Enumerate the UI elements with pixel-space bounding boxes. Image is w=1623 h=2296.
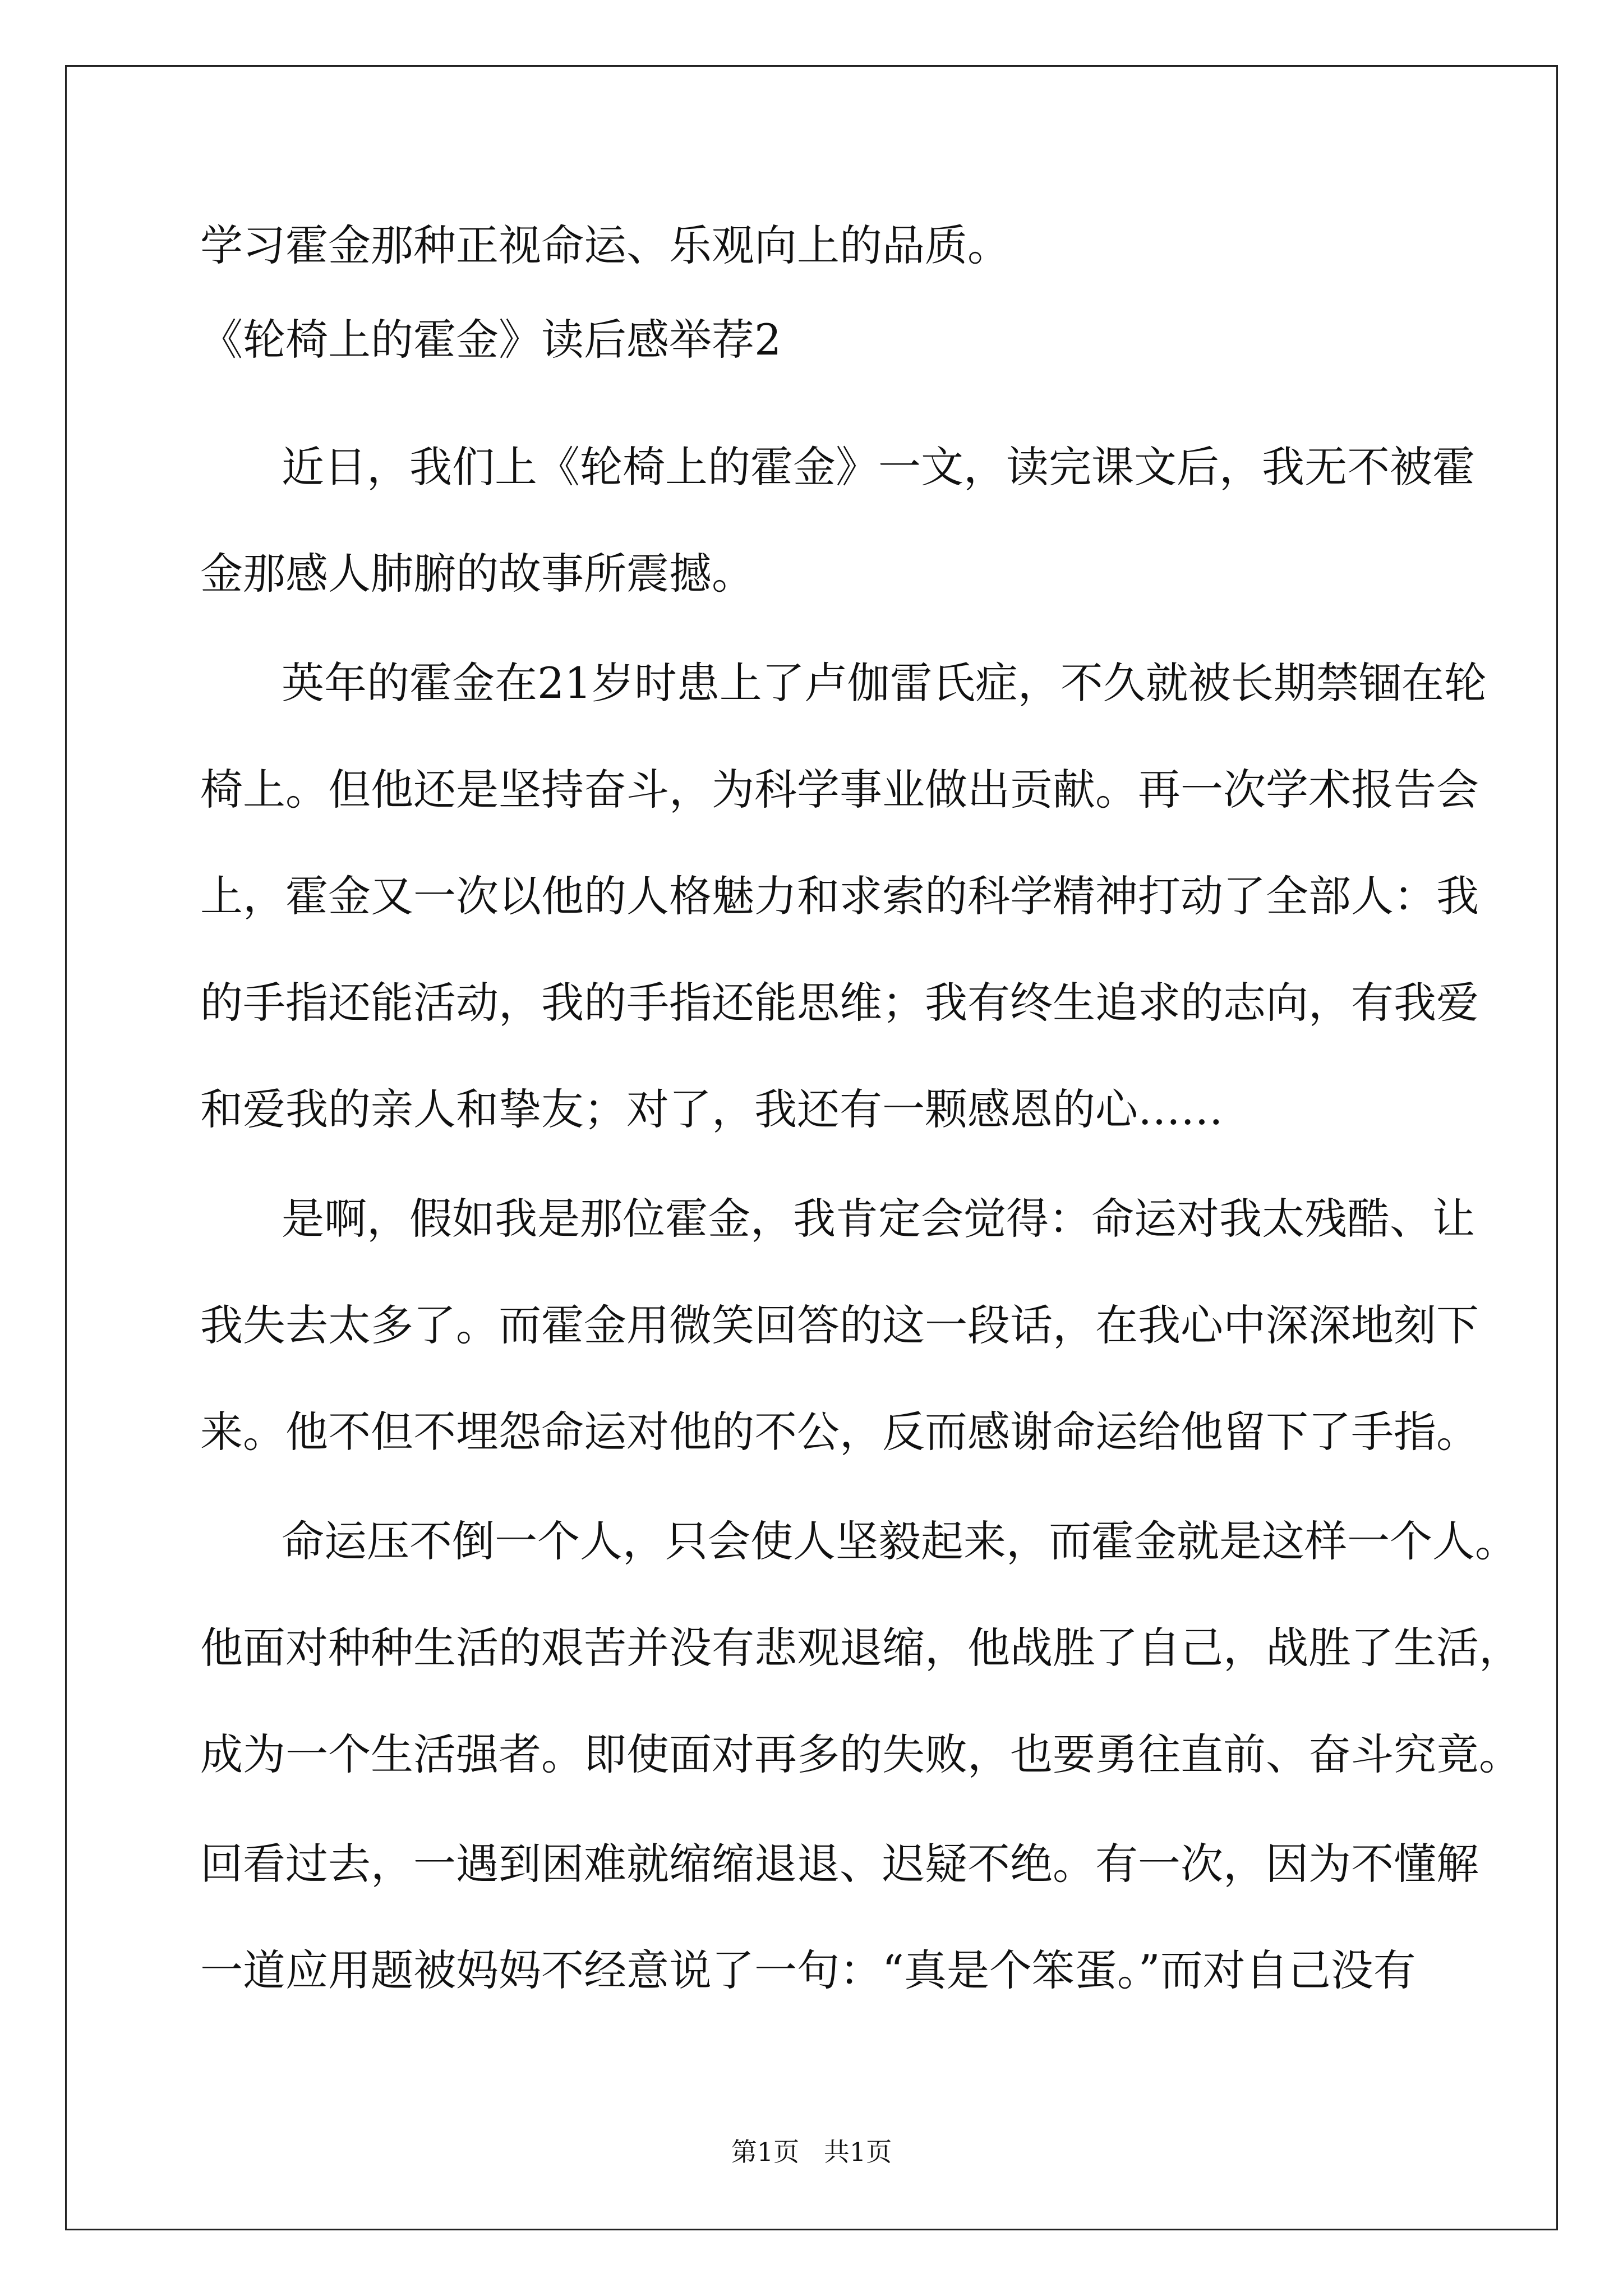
paragraph-line: 近日，我们上《轮椅上的霍金》一文，读完课文后，我无不被霍: [282, 442, 1475, 492]
paragraph-line: 来。他不但不埋怨命运对他的不公，反而感谢命运给他留下了手指。: [200, 1407, 1479, 1457]
paragraph-line: 回看过去，一遇到困难就缩缩退退、迟疑不绝。有一次，因为不懂解: [200, 1839, 1479, 1889]
paragraph-line: 金那感人肺腑的故事所震撼。: [200, 549, 754, 599]
paragraph-line: 和爱我的亲人和挚友；对了，我还有一颗感恩的心……: [200, 1084, 1223, 1134]
paragraph-line: 我失去太多了。而霍金用微笑回答的这一段话，在我心中深深地刻下: [200, 1300, 1479, 1350]
paragraph-line: 椅上。但他还是坚持奋斗，为科学事业做出贡献。再一次学术报告会: [200, 765, 1479, 815]
paragraph-line: 学习霍金那种正视命运、乐观向上的品质。: [200, 220, 1010, 270]
paragraph-line: 是啊，假如我是那位霍金，我肯定会觉得：命运对我太残酷、让: [282, 1194, 1475, 1244]
page-footer: 第1页 共1页: [731, 2137, 892, 2167]
paragraph-line: 英年的霍金在21岁时患上了卢伽雷氏症，不久就被长期禁锢在轮: [282, 658, 1487, 708]
page-border: [65, 65, 1558, 2230]
paragraph-line: 的手指还能活动，我的手指还能思维；我有终生追求的志向，有我爱: [200, 978, 1479, 1028]
paragraph-line: 一道应用题被妈妈不经意说了一句：“真是个笨蛋。”而对自己没有: [200, 1945, 1416, 1995]
paragraph-line: 成为一个生活强者。即使面对再多的失败，也要勇往直前、奋斗究竟。: [200, 1729, 1521, 1779]
paragraph-line: 他面对种种生活的艰苦并没有悲观退缩，他战胜了自己，战胜了生活，: [200, 1623, 1521, 1673]
section-heading: 《轮椅上的霍金》读后感举荐2: [200, 315, 782, 365]
paragraph-line: 命运压不倒一个人，只会使人坚毅起来，而霍金就是这样一个人。: [282, 1516, 1518, 1566]
paragraph-line: 上，霍金又一次以他的人格魅力和求索的科学精神打动了全部人：我: [200, 871, 1479, 921]
